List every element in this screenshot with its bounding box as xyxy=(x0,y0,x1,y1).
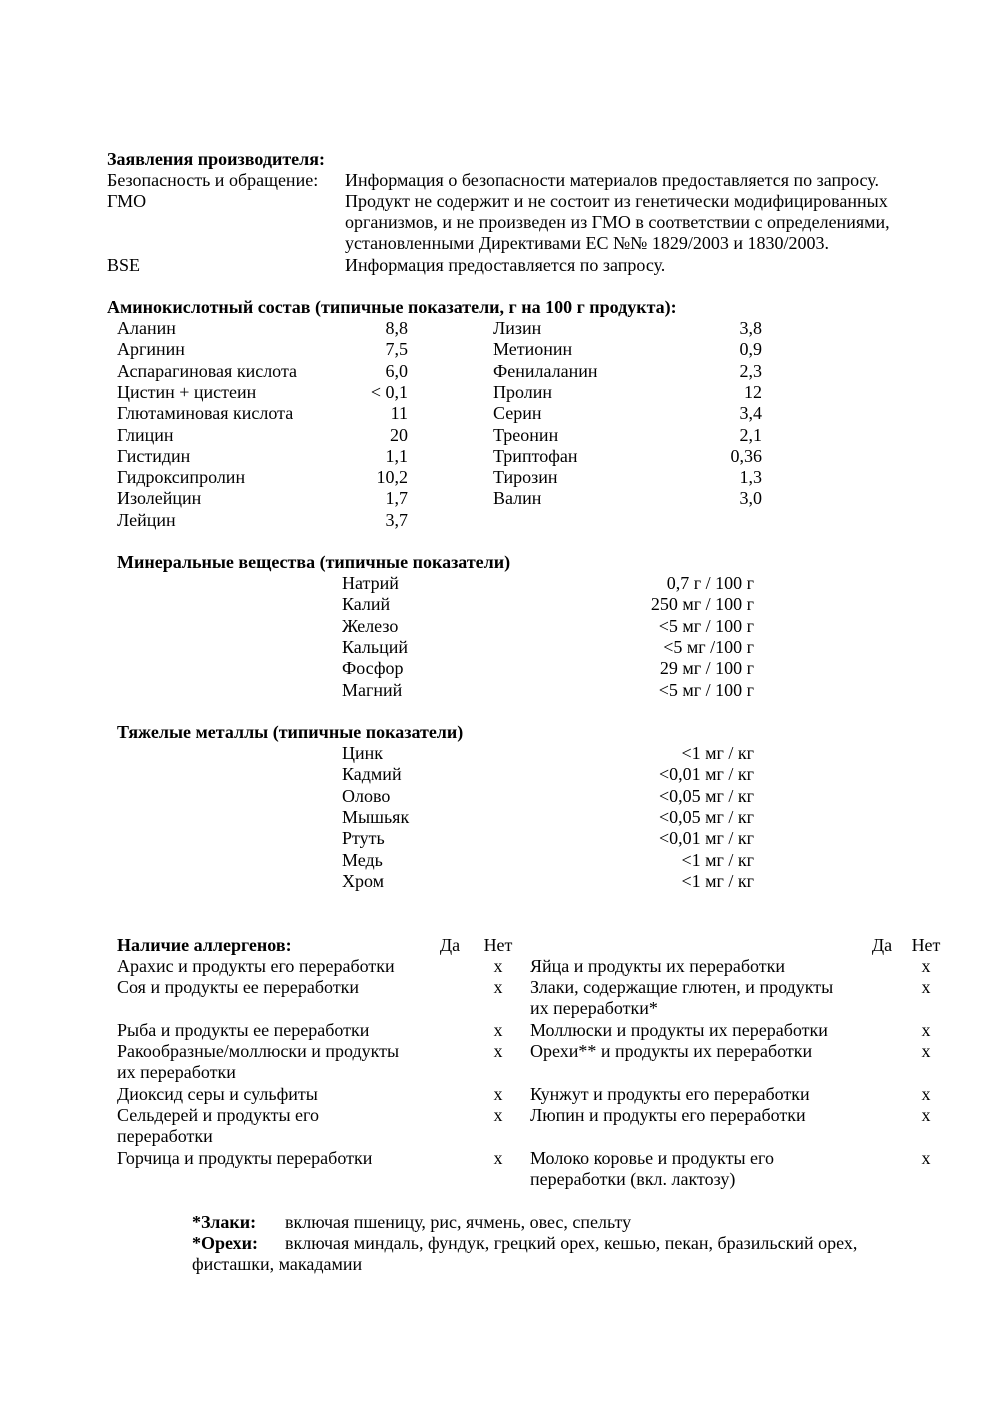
allergen-left-name: Арахис и продукты его переработки xyxy=(117,956,395,976)
metal-value: <1 мг / кг xyxy=(681,743,754,763)
metal-name: Кадмий xyxy=(342,764,402,784)
amino-right-value: 0,9 xyxy=(739,339,762,359)
amino-left-name: Глютаминовая кислота xyxy=(117,403,294,423)
metal-value: <1 мг / кг xyxy=(681,871,754,891)
allergen-right-no: x xyxy=(921,956,931,976)
allergen-right-name: Молоко коровье и продукты его переработки (вкл. лактозу) xyxy=(530,1148,774,1189)
amino-left-value: 1,7 xyxy=(385,488,408,508)
amino-left-name: Цистин + цистеин xyxy=(117,382,257,402)
mineral-name: Железо xyxy=(342,616,399,636)
mineral-name: Натрий xyxy=(342,573,399,593)
allergen-right-no: x xyxy=(921,1105,931,1125)
amino-right-name: Метионин xyxy=(493,339,573,359)
amino-left-name: Гистидин xyxy=(117,446,191,466)
safety-value: Информация о безопасности материалов предоставляется по запросу. xyxy=(345,170,879,190)
amino-right-value: 3,8 xyxy=(739,318,762,338)
bse-label: BSE xyxy=(107,255,141,275)
mineral-value: 29 мг / 100 г xyxy=(659,658,754,678)
metal-name: Олово xyxy=(342,786,391,806)
footnote-nuts-term: *Орехи: xyxy=(192,1233,259,1253)
allergen-left-name: Сельдерей и продукты его переработки xyxy=(117,1105,319,1146)
amino-left-value: 8,8 xyxy=(385,318,408,338)
amino-left-name: Гидроксипролин xyxy=(117,467,246,487)
allergen-right-name: Моллюски и продукты их переработки xyxy=(530,1020,828,1040)
metal-name: Мышьяк xyxy=(342,807,410,827)
mineral-name: Кальций xyxy=(342,637,409,657)
footnote-grains-term: *Злаки: xyxy=(192,1212,257,1232)
bse-value: Информация предоставляется по запросу. xyxy=(345,255,666,275)
gmo-value-line-3: установленными Директивами ЕС №№ 1829/2003 и 1830/2003. xyxy=(345,233,829,253)
amino-right-name: Валин xyxy=(493,488,542,508)
metal-name: Хром xyxy=(342,871,385,891)
amino-right-value: 3,4 xyxy=(739,403,762,423)
amino-left-value: 3,7 xyxy=(385,510,408,530)
metal-name: Цинк xyxy=(342,743,384,763)
mineral-value: 0,7 г / 100 г xyxy=(666,573,754,593)
amino-left-name: Лейцин xyxy=(117,510,176,530)
mineral-value: <5 мг / 100 г xyxy=(658,616,754,636)
allergen-left-no: x xyxy=(493,1020,503,1040)
allergens-no-header-left: Нет xyxy=(483,935,513,955)
gmo-value-line-2: организмов, и не произведен из ГМО в соответствии с определениями, xyxy=(345,212,890,232)
mineral-value: <5 мг / 100 г xyxy=(658,680,754,700)
amino-right-value: 2,1 xyxy=(739,425,762,445)
allergens-yes-header-left: Да xyxy=(439,935,461,955)
amino-right-name: Серин xyxy=(493,403,542,423)
amino-right-value: 12 xyxy=(744,382,762,402)
amino-left-name: Глицин xyxy=(117,425,174,445)
mineral-name: Калий xyxy=(342,594,391,614)
amino-right-name: Пролин xyxy=(493,382,553,402)
amino-left-value: < 0,1 xyxy=(370,382,408,402)
amino-left-value: 6,0 xyxy=(385,361,408,381)
gmo-value-line-1: Продукт не содержит и не состоит из генетически модифицированных xyxy=(345,191,888,211)
metal-value: <0,05 мг / кг xyxy=(658,786,754,806)
safety-label: Безопасность и обращение: xyxy=(107,170,319,190)
allergen-left-no: x xyxy=(493,977,503,997)
allergen-left-no: x xyxy=(493,1084,503,1104)
allergen-right-no: x xyxy=(921,1041,931,1061)
metal-value: <0,05 мг / кг xyxy=(658,807,754,827)
amino-right-name: Треонин xyxy=(493,425,559,445)
amino-right-value: 2,3 xyxy=(739,361,762,381)
amino-left-value: 20 xyxy=(390,425,408,445)
allergens-heading: Наличие аллергенов: xyxy=(117,935,292,955)
allergen-right-no: x xyxy=(921,1084,931,1104)
amino-right-name: Фенилаланин xyxy=(493,361,598,381)
amino-heading: Аминокислотный состав (типичные показатели, г на 100 г продукта): xyxy=(107,297,677,317)
amino-left-name: Изолейцин xyxy=(117,488,202,508)
allergen-left-name: Соя и продукты ее переработки xyxy=(117,977,360,997)
gmo-label: ГМО xyxy=(107,191,147,211)
manufacturer-heading: Заявления производителя: xyxy=(107,149,325,169)
amino-right-value: 0,36 xyxy=(730,446,762,466)
mineral-name: Магний xyxy=(342,680,403,700)
metal-name: Медь xyxy=(342,850,383,870)
allergen-left-no: x xyxy=(493,1105,503,1125)
allergen-right-name: Люпин и продукты его переработки xyxy=(530,1105,806,1125)
metal-name: Ртуть xyxy=(342,828,385,848)
mineral-name: Фосфор xyxy=(342,658,404,678)
allergen-right-no: x xyxy=(921,977,931,997)
allergen-right-name: Орехи** и продукты их переработки xyxy=(530,1041,813,1061)
allergen-left-name: Горчица и продукты переработки xyxy=(117,1148,373,1168)
footnote-nuts-text: включая миндаль, фундук, грецкий орех, кешью, пекан, бразильский орех, xyxy=(285,1233,858,1253)
allergen-right-name: Кунжут и продукты его переработки xyxy=(530,1084,810,1104)
amino-right-value: 3,0 xyxy=(739,488,762,508)
metals-heading: Тяжелые металлы (типичные показатели) xyxy=(117,722,464,742)
allergen-left-no: x xyxy=(493,956,503,976)
amino-left-name: Аланин xyxy=(117,318,176,338)
metal-value: <0,01 мг / кг xyxy=(658,828,754,848)
footnote-grains-text: включая пшеницу, рис, ячмень, овес, спельту xyxy=(285,1212,632,1232)
allergen-right-name: Яйца и продукты их переработки xyxy=(530,956,786,976)
allergen-left-no: x xyxy=(493,1041,503,1061)
allergen-left-name: Ракообразные/моллюски и продукты их переработки xyxy=(117,1041,400,1082)
amino-left-value: 10,2 xyxy=(376,467,408,487)
allergen-right-no: x xyxy=(921,1020,931,1040)
amino-left-value: 11 xyxy=(390,403,408,423)
minerals-heading: Минеральные вещества (типичные показатели) xyxy=(117,552,511,572)
allergen-right-no: x xyxy=(921,1148,931,1168)
amino-right-name: Триптофан xyxy=(493,446,578,466)
allergen-left-name: Диоксид серы и сульфиты xyxy=(117,1084,318,1104)
metal-value: <0,01 мг / кг xyxy=(658,764,754,784)
amino-right-value: 1,3 xyxy=(739,467,762,487)
mineral-value: 250 мг / 100 г xyxy=(650,594,754,614)
metal-value: <1 мг / кг xyxy=(681,850,754,870)
amino-left-name: Аспарагиновая кислота xyxy=(117,361,298,381)
mineral-value: <5 мг /100 г xyxy=(663,637,754,657)
allergens-yes-header-right: Да xyxy=(871,935,893,955)
amino-left-value: 7,5 xyxy=(385,339,408,359)
amino-right-name: Лизин xyxy=(493,318,542,338)
allergen-left-no: x xyxy=(493,1148,503,1168)
allergen-left-name: Рыба и продукты ее переработки xyxy=(117,1020,370,1040)
amino-left-name: Аргинин xyxy=(117,339,185,359)
allergen-right-name: Злаки, содержащие глютен, и продукты их переработки* xyxy=(530,977,834,1018)
amino-left-value: 1,1 xyxy=(385,446,408,466)
amino-right-name: Тирозин xyxy=(493,467,558,487)
footnote-nuts-continuation: фисташки, макадамии xyxy=(192,1254,363,1274)
allergens-no-header-right: Нет xyxy=(911,935,941,955)
